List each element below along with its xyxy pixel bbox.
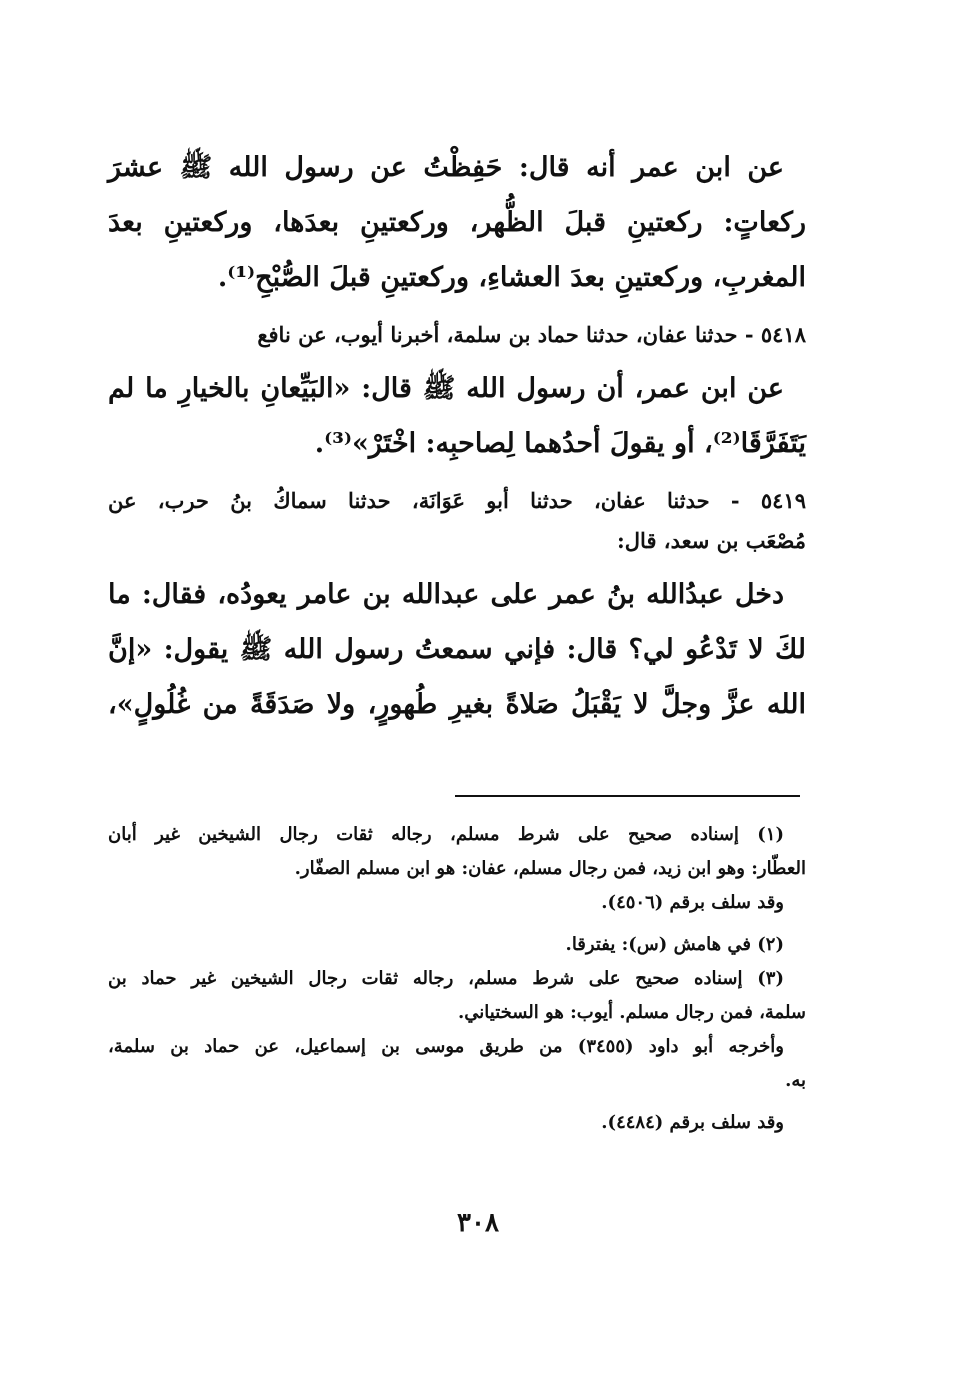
footnote-3-line: وأخرجه أبو داود (٣٤٥٥) من طريق موسى بن إسماعيل، عن حماد بن سلمة، — [108, 1036, 784, 1057]
page-number: ٣٠٨ — [457, 1208, 499, 1238]
hadith-5417-text — [108, 140, 806, 305]
text-line: عن ابن عمر، أن رسول الله ﷺ قال: «البَيِّعانِ بالخيارِ ما لم — [108, 373, 784, 404]
text-line: المغربِ، وركعتينِ بعدَ العشاءِ، وركعتينِ قبلَ الصُّبْحِ⁽¹⁾. — [217, 262, 806, 293]
footnotes — [108, 818, 806, 1140]
isnad-line: مُصْعَب بن سعد، قال: — [617, 528, 806, 553]
text-line: دخل عبدُالله بنُ عمر على عبدالله بن عامر يعودُه، فقال: ما — [108, 579, 784, 610]
footnote-1-line: وقد سلف برقم (٤٥٠٦). — [601, 892, 784, 913]
footnote-2-line: (٢) في هامش (س): يفترقا. — [565, 934, 784, 955]
footnote-separator — [455, 795, 800, 797]
text-line: ركعاتٍ: ركعتينِ قبلَ الظُّهر، وركعتينِ بعدَها، وركعتينِ بعدَ — [108, 207, 806, 238]
text-line: يَتَفَرَّقَا⁽²⁾، أو يقولَ أحدُهما لِصاحبِه: اخْتَرْ»⁽³⁾. — [314, 428, 806, 459]
hadith-5419-isnad — [108, 481, 806, 561]
isnad-line: ٥٤١٩ - حدثنا عفان، حدثنا أبو عَوَانَة، حدثنا سماكُ بنُ حرب، عن — [108, 488, 806, 513]
text-line: عن ابن عمر أنه قال: حَفِظْتُ عن رسول الله ﷺ عشرَ — [108, 152, 784, 183]
footnote-3-line: (٣) إسناده صحيح على شرط مسلم، رجاله ثقات رجال الشيخين غير حماد بن — [108, 968, 784, 989]
footnote-3-line: به. — [785, 1070, 806, 1091]
footnote-3-line: سلمة، فمن رجال مسلم. أيوب: هو السختياني. — [458, 1002, 806, 1023]
text-line: الله عزَّ وجلَّ لا يَقْبَلُ صَلاةً بغيرِ طُهورٍ، ولا صَدَقَةً من غُلُولٍ»، — [108, 689, 806, 720]
text-line: لكَ لا تَدْعُو لي؟ قال: فإني سمعتُ رسول الله ﷺ يقول: «إنَّ — [108, 634, 806, 665]
main-text — [108, 140, 806, 732]
footnote-3-line: وقد سلف برقم (٤٤٨٤). — [601, 1112, 784, 1133]
hadith-5418-isnad — [108, 315, 806, 355]
footnote-1-line: (١) إسناده صحيح على شرط مسلم، رجاله ثقات رجال الشيخين غير أبان — [108, 824, 784, 845]
isnad-line: ٥٤١٨ - حدثنا عفان، حدثنا حماد بن سلمة، أخبرنا أيوب، عن نافع — [257, 322, 806, 347]
hadith-5418-text — [108, 361, 806, 471]
footnote-1-line: العطّار: وهو ابن زيد، فمن رجال مسلم، عفان: هو ابن مسلم الصفّار. — [294, 858, 806, 879]
hadith-5419-text — [108, 567, 806, 732]
